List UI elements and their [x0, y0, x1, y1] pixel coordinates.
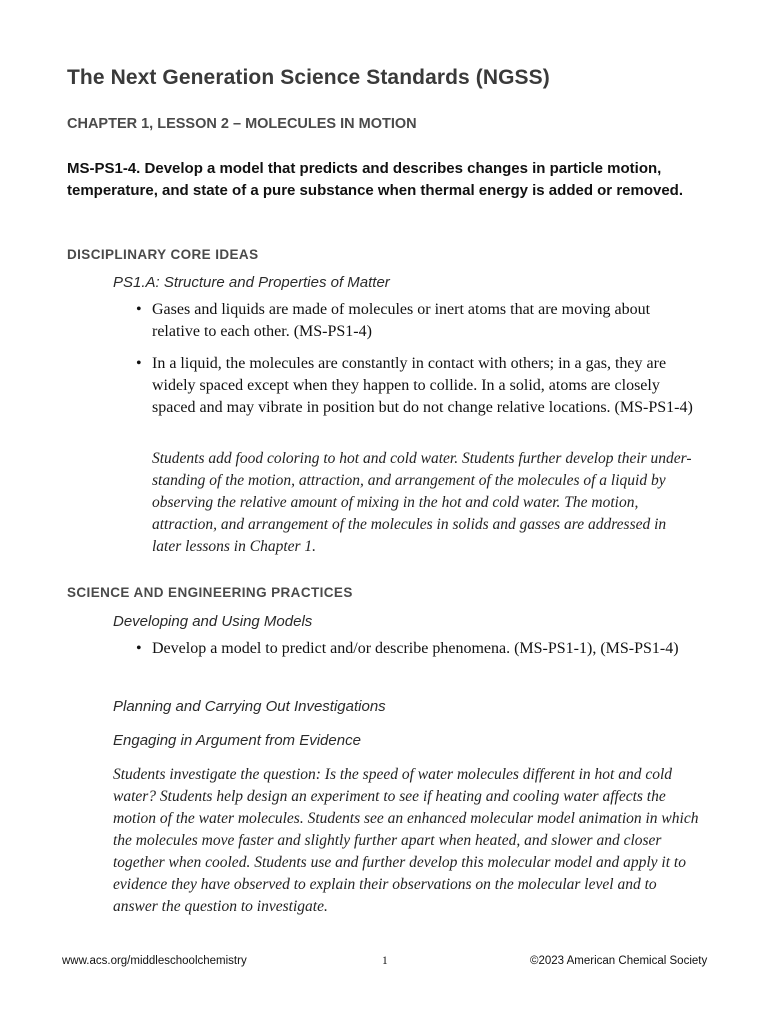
list-item — [136, 353, 696, 419]
list-item — [136, 638, 696, 660]
bullet-icon: • — [136, 640, 142, 657]
dci-heading: DISCIPLINARY CORE IDEAS — [67, 247, 259, 262]
sep-subheading-investigations: Planning and Carrying Out Investigations — [113, 698, 386, 715]
sep-bullet-list — [136, 638, 696, 660]
standard-statement: MS-PS1-4. Develop a model that predicts and describes changes in particle motion, temperature, and state of a pure substance when thermal energy is added or removed. — [67, 160, 684, 199]
bullet-icon: • — [136, 301, 142, 318]
dci-bullet-list — [136, 299, 696, 419]
page-title: The Next Generation Science Standards (NGSS) — [67, 66, 550, 89]
page-number: 1 — [382, 955, 388, 967]
sep-heading: SCIENCE AND ENGINEERING PRACTICES — [67, 585, 353, 600]
list-item — [136, 299, 696, 343]
dci-lesson-note: Students add food coloring to hot and cold water. Students further develop their under-standing of the motion, attraction, and arrangement of the molecules of a liquid by observing the relative amount of mixing in the hot and cold water. The motion, attraction, and arrangement of the molecules in solids and gasses are addressed in later lessons in Chapter 1. — [152, 450, 692, 555]
sep-subheading-argument: Engaging in Argument from Evidence — [113, 732, 361, 749]
list-item-text: Develop a model to predict and/or describe phenomena. (MS-PS1-1), (MS-PS1-4) — [152, 640, 679, 657]
footer-url: www.acs.org/middleschoolchemistry — [62, 955, 247, 967]
bullet-icon: • — [136, 355, 142, 372]
footer-copyright: ©2023 American Chemical Society — [530, 955, 708, 967]
list-item-text: In a liquid, the molecules are constantly in contact with others; in a gas, they are widely spaced except when they happen to collide. In a solid, atoms are closely spaced and may vibrate in position but do not change relative locations. (MS-PS1-4) — [152, 355, 693, 416]
dci-subheading: PS1.A: Structure and Properties of Matter — [113, 274, 390, 291]
list-item-text: Gases and liquids are made of molecules or inert atoms that are moving about relative to each other. (MS-PS1-4) — [152, 301, 651, 340]
chapter-heading: CHAPTER 1, LESSON 2 – MOLECULES IN MOTION — [67, 116, 417, 132]
sep-subheading-models: Developing and Using Models — [113, 613, 313, 630]
sep-lesson-note: Students investigate the question: Is the speed of water molecules different in hot and cold water? Students help design an experiment to see if heating and cooling water affects the motion of the water molecules. Students see an enhanced molecular model animation in which the molecules move faster and slightly further apart when heated, and slower and closer together when cooled. Students use and further develop this molecular model and apply it to evidence they have observed to explain their observations on the molecular level and to answer the question to investigate. — [113, 766, 699, 915]
